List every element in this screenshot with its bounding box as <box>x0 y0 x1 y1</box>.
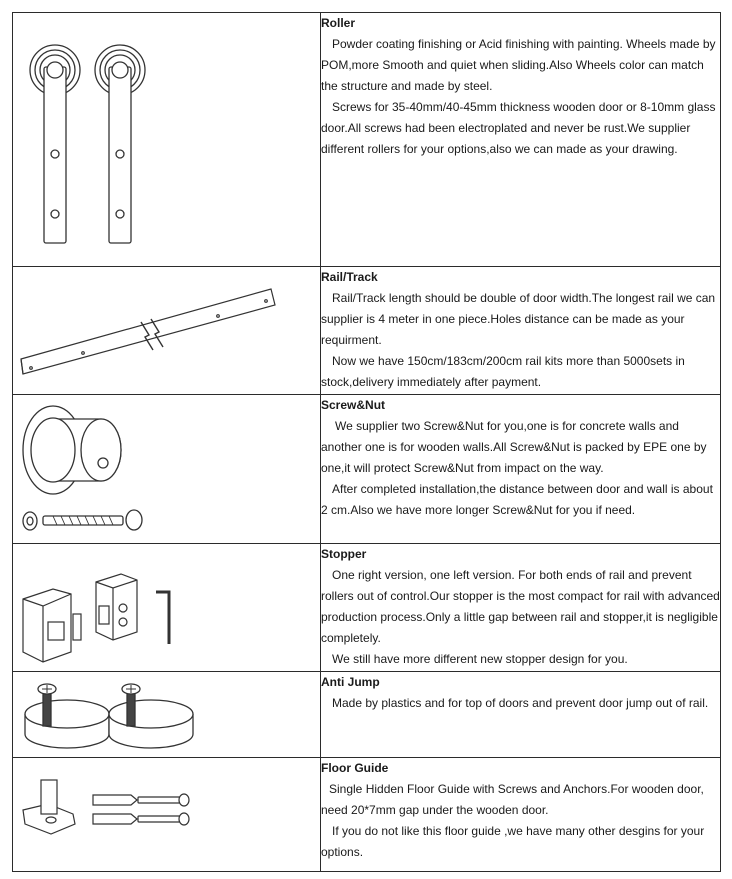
anti-jump-title: Anti Jump <box>321 675 380 689</box>
spec-row-screw-nut <box>13 395 721 544</box>
spec-row-rail-track <box>13 267 721 395</box>
roller-title: Roller <box>321 16 356 30</box>
roller-text-cell <box>321 13 721 267</box>
spec-row-stopper <box>13 544 721 672</box>
screw-text-cell <box>321 395 721 544</box>
anti-jump-image-cell <box>13 672 321 758</box>
screw-paragraph-2: After completed installation,the distance between door and wall is about 2 cm.Also we have more longer Screw&Nut for you if need. <box>321 482 713 517</box>
product-spec-table <box>12 12 721 872</box>
roller-paragraph-2: Screws for 35-40mm/40-45mm thickness wooden door or 8-10mm glass door.All screws had been electroplated and never be rust.We supplier different rollers for your options,also we can made as your drawing. <box>321 100 716 156</box>
screw-image-cell <box>13 395 321 544</box>
rail-image-cell <box>13 267 321 395</box>
floor-guide-paragraph-1: Single Hidden Floor Guide with Screws and Anchors.For wooden door, need 20*7mm gap under the wooden door. <box>321 782 704 817</box>
stopper-icon <box>13 544 320 671</box>
roller-paragraph-1: Powder coating finishing or Acid finishing with painting. Wheels made by POM,more Smooth and quiet when sliding.Also Wheels color can match the structure and made by steel. <box>321 37 716 93</box>
stopper-title: Stopper <box>321 547 367 561</box>
roller-hanger-icon <box>13 13 320 266</box>
floor-guide-paragraph-2: If you do not like this floor guide ,we have many other desgins for your options. <box>321 824 705 859</box>
rail-title: Rail/Track <box>321 270 378 284</box>
screw-nut-icon <box>13 395 320 543</box>
stopper-paragraph-2: We still have more different new stopper design for you. <box>332 652 628 666</box>
rail-text-cell <box>321 267 721 395</box>
roller-image-cell <box>13 13 321 267</box>
spec-row-floor-guide <box>13 758 721 872</box>
anti-jump-text-cell <box>321 672 721 758</box>
floor-guide-icon <box>13 758 320 871</box>
anti-jump-icon <box>13 672 320 757</box>
rail-paragraph-2: Now we have 150cm/183cm/200cm rail kits more than 5000sets in stock,delivery immediately after payment. <box>321 354 685 389</box>
rail-track-icon <box>13 267 320 394</box>
stopper-text-cell <box>321 544 721 672</box>
spec-row-roller <box>13 13 721 267</box>
rail-paragraph-1: Rail/Track length should be double of door width.The longest rail we can supplier is 4 meter in one piece.Holes distance can be made as your requirment. <box>321 291 716 347</box>
screw-paragraph-1: We supplier two Screw&Nut for you,one is for concrete walls and another one is for wooden walls.All Screw&Nut is packed by EPE one by one,it will protect Screw&Nut from impact on the way. <box>321 419 707 475</box>
screw-title: Screw&Nut <box>321 398 386 412</box>
floor-guide-title: Floor Guide <box>321 761 389 775</box>
spec-row-anti-jump <box>13 672 721 758</box>
stopper-paragraph-1: One right version, one left version. For both ends of rail and prevent rollers out of control.Our stopper is the most compact for rail with advanced production process.Only a little gap between rail and stopper,it is negligible completely. <box>321 568 720 645</box>
floor-guide-text-cell <box>321 758 721 872</box>
floor-guide-image-cell <box>13 758 321 872</box>
stopper-image-cell <box>13 544 321 672</box>
anti-jump-paragraph-1: Made by plastics and for top of doors and prevent door jump out of rail. <box>332 696 709 710</box>
